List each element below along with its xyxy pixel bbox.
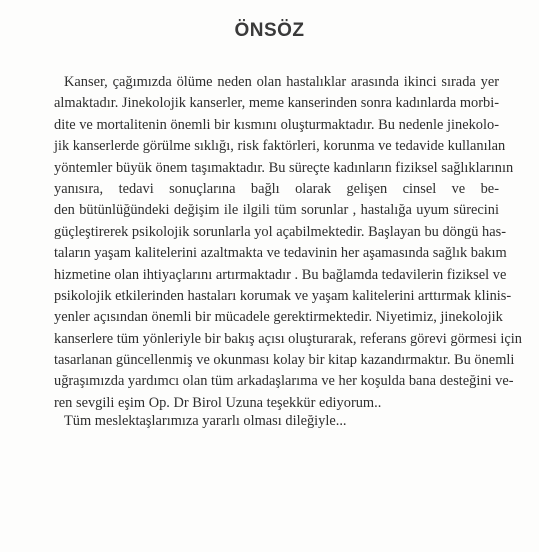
paragraph-line: den bütünlüğündeki değişim ile ilgili tüm sorunlar , hastalığa uyum sürecini	[54, 202, 499, 219]
paragraph-line: güçleştirerek psikolojik sorunlarla yol açabilmektedir. Başlayan bu döngü has-	[54, 223, 506, 240]
paragraph-line: kanserlere tüm yönleriyle bir bakış açısı oluşturarak, referans görevi görmesi için	[54, 330, 522, 347]
paragraph-line: psikolojik etkilerinden hastaları korumak ve yaşam kalitelerini arttırmak klinis-	[54, 287, 512, 304]
paragraph-line: yöntemler büyük önem taşımaktadır. Bu süreçte kadınların fiziksel sağlıklarının	[54, 159, 514, 176]
paragraph-line: yanısıra, tedavi sonuçlarına bağlı olarak gelişen cinsel ve be-	[54, 180, 499, 197]
paragraph-line: uğraşımızda yardımcı olan tüm arkadaşlarıma ve her koşulda bana desteğini ve-	[54, 373, 514, 390]
paragraph-line: yenler açısından önemli bir mücadele gerektirmektedir. Niyetimiz, jinekolojik	[54, 309, 503, 326]
paragraph-line: dite ve mortalitenin önemli bir kısmını oluşturmaktadır. Bu nedenle jinekolo-	[54, 116, 499, 133]
preface-paragraph	[54, 72, 522, 414]
paragraph-line: ren sevgili eşim Op. Dr Birol Uzuna teşekkür ediyorum..	[54, 394, 382, 411]
paragraph-line: tasarlanan güncellenmiş ve okunması kolay bir kitap kazandırmaktır. Bu önemli	[54, 352, 515, 369]
paragraph-line: hizmetine olan ihtiyaçlarını artırmaktadır . Bu bağlamda tedavilerin fiziksel ve	[54, 266, 507, 283]
closing-line: Tüm meslektaşlarımıza yararlı olması dileğiyle...	[64, 413, 347, 429]
paragraph-line: Kanser, çağımızda ölüme neden olan hastalıklar arasında ikinci sırada yer	[64, 74, 499, 90]
paragraph-line: jik kanserlerde görülme sıklığı, risk faktörleri, korunma ve tedavide kullanılan	[54, 138, 506, 155]
paragraph-line: almaktadır. Jinekolojik kanserler, meme kanserinden sonra kadınlarda morbi-	[54, 95, 499, 112]
page-title: ÖNSÖZ	[234, 20, 305, 41]
paragraph-line: taların yaşam kalitelerini azaltmakta ve tedavinin her aşamasında sağlık bakım	[54, 245, 507, 262]
